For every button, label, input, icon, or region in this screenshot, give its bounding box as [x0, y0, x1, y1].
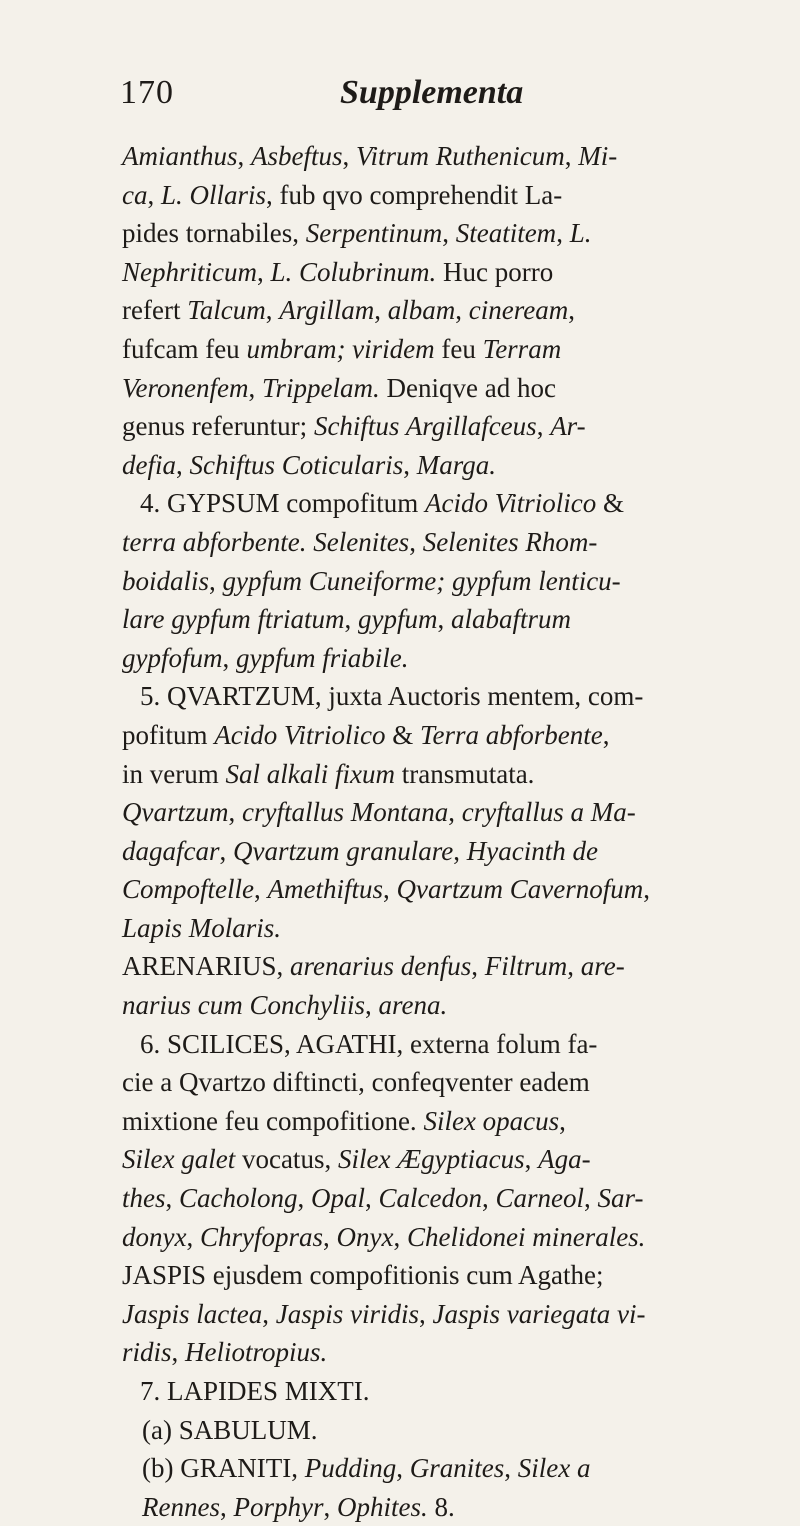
italic-text: Compoftelle [122, 874, 254, 905]
italic-text: Trippelam. [261, 372, 380, 403]
italic-text: Marga. [416, 449, 497, 480]
roman-text: JASPIS ejusdem compofitionis cum Agathe; [122, 1260, 604, 1291]
roman-text: , [257, 256, 271, 287]
roman-text: mixtione feu compofitione. [122, 1105, 424, 1136]
text-line [122, 870, 684, 909]
italic-text: alabaftrum [450, 604, 571, 635]
roman-text: , [176, 449, 190, 480]
roman-text: , [403, 449, 417, 480]
roman-text: , [481, 1183, 496, 1214]
roman-text: , [536, 411, 551, 442]
roman-text: ARENARIUS, [122, 951, 291, 982]
italic-text: Cacholong [179, 1183, 298, 1214]
text-line [122, 562, 684, 601]
roman-text: , [568, 295, 575, 326]
text-line [122, 214, 684, 253]
italic-text: Qvartzum granulare [233, 835, 454, 866]
italic-text: arenarius denfus [290, 951, 472, 982]
italic-text: gypfum friabile. [236, 642, 409, 673]
italic-text: Amethiftus [267, 874, 383, 905]
roman-text: , [186, 1221, 200, 1252]
roman-text: , [409, 526, 423, 557]
italic-text: L. [569, 218, 592, 249]
roman-text: , [584, 1183, 598, 1214]
body-text [122, 137, 684, 1526]
text-line [122, 909, 684, 948]
italic-text: Granites [409, 1453, 505, 1484]
roman-text: vocatus, [235, 1144, 338, 1175]
roman-text: , [265, 295, 280, 326]
italic-text: donyx [122, 1221, 187, 1252]
italic-text: Filtrum [484, 951, 568, 982]
italic-text: gypfum [358, 604, 438, 635]
italic-text: Opal [311, 1183, 365, 1214]
italic-text: Carneol [495, 1183, 584, 1214]
italic-text: defia [122, 449, 176, 480]
text-line [122, 1063, 684, 1102]
italic-text: Chryfopras [199, 1221, 323, 1252]
roman-text: , [323, 1491, 337, 1522]
text-line [122, 716, 684, 755]
roman-text: , [365, 1183, 379, 1214]
page-header [120, 74, 680, 124]
text-line [122, 446, 684, 485]
roman-text: , [165, 1183, 179, 1214]
italic-text: umbram; viridem [246, 333, 435, 364]
roman-text: , [147, 179, 161, 210]
roman-text: , [471, 951, 485, 982]
italic-text: Terram [482, 333, 562, 364]
italic-text: terra abforbente. Selenites [122, 526, 410, 557]
roman-text: , [504, 1453, 518, 1484]
italic-text: Asbeftus [251, 141, 343, 171]
roman-text: , [455, 295, 469, 326]
text-line [122, 1102, 684, 1141]
italic-text: cineream [468, 295, 569, 326]
italic-text: Jaspis viridis [275, 1298, 419, 1329]
roman-text: 7. LAPIDES MIXTI. [140, 1376, 370, 1406]
roman-text: , [222, 642, 236, 673]
italic-text: Lapis Molaris. [122, 912, 282, 943]
roman-text: , [209, 565, 223, 596]
italic-text: Hyacinth de [466, 835, 598, 866]
italic-text: Steatitem [455, 218, 557, 249]
text-line [122, 407, 684, 446]
italic-text: Jaspis variegata vi- [432, 1298, 646, 1329]
text-line [122, 1488, 684, 1526]
roman-text: cie a Qvartzo diftincti, confeqventer eadem [122, 1067, 590, 1098]
text-line [122, 986, 684, 1025]
roman-text: , [248, 372, 262, 403]
text-line [122, 600, 684, 639]
roman-text: , [171, 1337, 186, 1368]
italic-text: Nephriticum [122, 256, 257, 287]
roman-text: pofitum [122, 719, 215, 750]
roman-text: , [437, 604, 451, 635]
italic-text: albam [387, 295, 456, 326]
text-line [122, 1411, 684, 1450]
italic-text: L. Colubrinum. [270, 256, 437, 287]
italic-text: Vitrum Ruthenicum [356, 141, 565, 171]
roman-text: , [365, 990, 379, 1021]
roman-text: , [602, 719, 610, 750]
text-line [122, 1295, 684, 1334]
text-line [122, 677, 684, 716]
text-line [122, 176, 684, 215]
italic-text: Heliotropius. [185, 1337, 328, 1368]
roman-text: , [219, 1491, 234, 1522]
italic-text: Silex opacus [423, 1105, 560, 1136]
italic-text: Rennes [142, 1491, 220, 1522]
italic-text: Onyx [336, 1221, 394, 1252]
text-line [122, 330, 684, 369]
roman-text: 6. SCILICES, AGATHI, externa folum fa- [140, 1028, 598, 1059]
roman-text: 8. [427, 1491, 455, 1522]
italic-text: Jaspis lactea [122, 1298, 263, 1329]
italic-text: Argillam [279, 295, 375, 326]
italic-text: Chelidonei minerales. [406, 1221, 646, 1252]
roman-text: & [596, 488, 625, 519]
roman-text: , [253, 874, 268, 905]
roman-text: (a) SABULUM. [142, 1414, 318, 1445]
text-line [122, 369, 684, 408]
roman-text: , [559, 1105, 566, 1136]
italic-text: Pudding [304, 1453, 397, 1484]
italic-text: Acido Vitriolico [214, 719, 386, 750]
roman-text: , [393, 1221, 407, 1252]
text-line [122, 484, 684, 523]
roman-text: refert [122, 295, 188, 326]
text-line [122, 1179, 684, 1218]
italic-text: Selenites Rhom- [422, 526, 598, 557]
italic-text: Ar- [550, 411, 586, 442]
text-line [122, 1449, 684, 1488]
italic-text: Sar- [597, 1183, 644, 1214]
roman-text: & [385, 719, 420, 750]
italic-text: ridis [122, 1337, 172, 1368]
italic-text: Terra abforbente [419, 719, 603, 750]
text-line [122, 793, 684, 832]
italic-text: Mi- [578, 141, 618, 171]
roman-text: , [448, 797, 462, 828]
roman-text: , [228, 797, 242, 828]
italic-text: boidalis [122, 565, 210, 596]
roman-text: , [297, 1183, 311, 1214]
roman-text: , [556, 218, 570, 249]
roman-text: feu [434, 333, 483, 364]
italic-text: gypfofum [122, 642, 223, 673]
roman-text: , [564, 141, 579, 171]
italic-text: dagafcar [122, 835, 220, 866]
roman-text: , [219, 835, 233, 866]
running-title: Supplementa [340, 74, 524, 111]
text-line [122, 291, 684, 330]
roman-text: , fub qvo comprehendit La- [266, 179, 563, 210]
text-line [122, 1256, 684, 1295]
italic-text: ca [122, 179, 148, 210]
roman-text: transmutata. [394, 758, 535, 789]
text-line [122, 832, 684, 871]
italic-text: Serpentinum [305, 218, 443, 249]
roman-text: , [567, 951, 581, 982]
text-line [122, 1140, 684, 1179]
roman-text: , [323, 1221, 337, 1252]
italic-text: Qvartzum [122, 797, 229, 828]
italic-text: Veronenfem [122, 372, 249, 403]
page-number: 170 [120, 74, 174, 111]
roman-text: 5. QVARTZUM, juxta Auctoris mentem, com- [140, 681, 644, 712]
italic-text: Qvartzum Cavernofum [396, 874, 644, 905]
roman-text: , [342, 141, 357, 171]
text-line [122, 1372, 684, 1411]
italic-text: Talcum [187, 295, 266, 326]
italic-text: Calcedon [378, 1183, 482, 1214]
roman-text: , [262, 1298, 276, 1329]
text-line [122, 523, 684, 562]
roman-text: Deniqve ad hoc [379, 372, 556, 403]
roman-text: , [382, 874, 397, 905]
text-line [122, 253, 684, 292]
roman-text: , [344, 604, 358, 635]
italic-text: cryftallus a Ma- [461, 797, 636, 828]
text-line [122, 755, 684, 794]
italic-text: Silex galet [122, 1144, 236, 1175]
text-line [122, 137, 684, 176]
italic-text: Amianthus [122, 141, 238, 171]
roman-text: , [524, 1144, 539, 1175]
roman-text: 4. GYPSUM compofitum [140, 488, 426, 519]
italic-text: are- [580, 951, 625, 982]
italic-text: cryftallus Montana [242, 797, 449, 828]
roman-text: genus referuntur; [122, 411, 314, 442]
italic-text: Ophites. [336, 1491, 428, 1522]
roman-text: , [237, 141, 252, 171]
italic-text: Acido Vitriolico [425, 488, 597, 519]
roman-text: , [643, 874, 650, 905]
italic-text: L. Ollaris [160, 179, 267, 210]
text-line [122, 1218, 684, 1257]
roman-text: pides tornabiles, [122, 218, 306, 249]
roman-text: Huc porro [436, 256, 554, 287]
roman-text: fufcam feu [122, 333, 247, 364]
roman-text: (b) GRANITI, [142, 1453, 305, 1484]
roman-text: , [396, 1453, 410, 1484]
roman-text: , [374, 295, 388, 326]
roman-text: , [419, 1298, 433, 1329]
italic-text: Schiftus Coticularis [189, 449, 404, 480]
italic-text: lare gypfum ftriatum [122, 604, 345, 635]
italic-text: arena. [378, 990, 448, 1021]
text-line [122, 639, 684, 678]
italic-text: Silex Ægyptiacus [337, 1144, 525, 1175]
italic-text: narius cum Conchyliis [122, 990, 365, 1021]
italic-text: Silex a [517, 1453, 591, 1484]
text-line [122, 947, 684, 986]
italic-text: Sal alkali fixum [225, 758, 395, 789]
text-line [122, 1333, 684, 1372]
italic-text: Aga- [538, 1144, 591, 1175]
text-line [122, 1025, 684, 1064]
roman-text: , [442, 218, 456, 249]
italic-text: thes [122, 1183, 166, 1214]
italic-text: gypfum Cuneiforme; gypfum lenticu- [222, 565, 621, 596]
roman-text: in verum [122, 758, 226, 789]
roman-text: , [453, 835, 467, 866]
italic-text: Porphyr [233, 1491, 324, 1522]
italic-text: Schiftus Argillafceus [313, 411, 537, 442]
